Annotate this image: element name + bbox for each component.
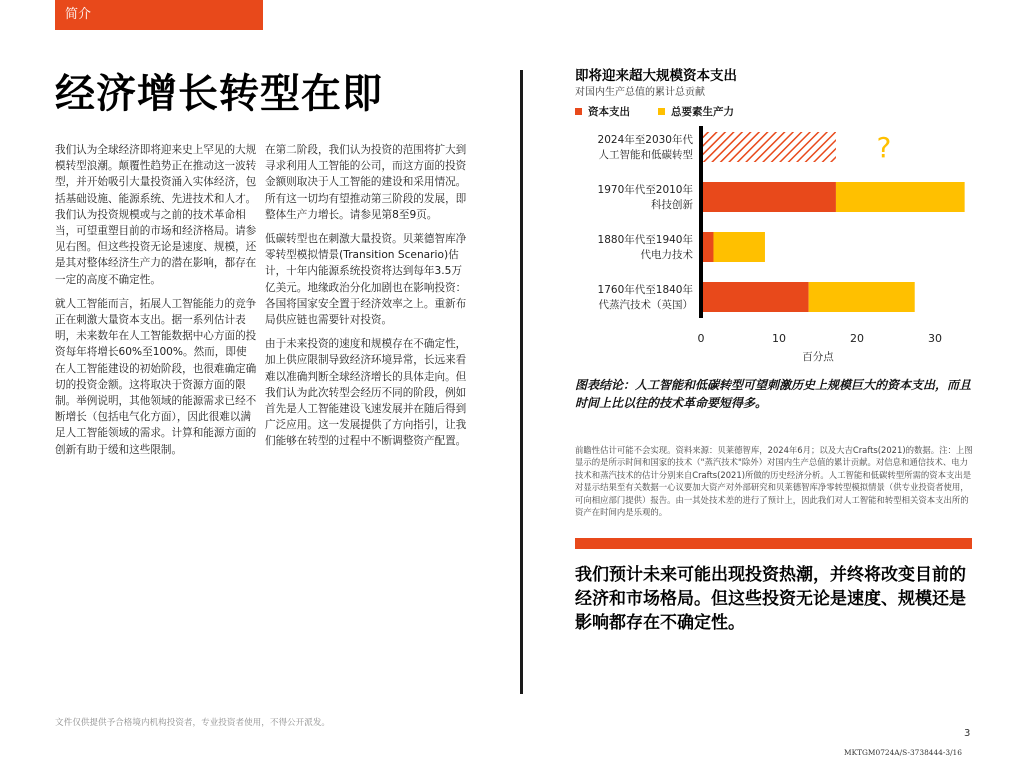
category-label: 1970年代至2010年 <box>597 184 693 196</box>
paragraph: 我们认为全球经济即将迎来史上罕见的大规模转型浪潮。颠覆性趋势正在推动这一波转型，并开始吸引大量投资涌入实体经济，包括基础设施、能源系统、先进技术和人才。我们认为投资规模或与之前的技术革命相当，可望重塑目前的市场和经济格局。请参见右图。但这些投资无论是速度、规模，还是其对整体经济生产力的潜在影响，都存在一定的高度不确定性。 <box>55 144 257 286</box>
unknown-marker: ? <box>876 131 892 164</box>
x-axis-label: 百分点 <box>802 351 834 363</box>
accent-bar <box>575 538 972 549</box>
paragraph: 低碳转型也在刺激大量投资。贝莱德智库净零转型模拟情景(Transition Scenario)估计，十年内能源系统投资将达到每年3.5万亿美元。地缘政治分化加剧也在影响投资：各国将国家安全置于经济效率之上。重新布局供应链也需要针对投资。 <box>265 233 467 327</box>
bar-projected-capex <box>701 132 836 162</box>
callout-text: 我们预计未来可能出现投资热潮，并终将改变目前的经济和市场格局。但这些投资无论是速度、规模还是影响都存在不确定性。 <box>575 565 966 633</box>
chart-footnote: 前瞻性估计可能不会实现。资料来源：贝莱德智库，2024年6月；以及大吉Crafts(2021)的数据。注：上图显示的是所示时间和国家的技术（"蒸汽技术"除外）对国内生产总值的累计贡献。对信息和通信技术、电力技术和蒸汽技术的估计分别来自Crafts(2021)所做的历史经济分析。人工智能和低碳转型所需的资本支出是对显示结果至有关数据一心议要加大资产对外部研究和贝莱德智库净零转型模拟情景（供专业投资者使用，可向相应部门提供）报告。由一其处技术差的进行了预计上，因此我们对人工智能和转型相关资本支出所的资产在时间内是乐观的。 <box>575 445 973 518</box>
text-column-1 <box>55 142 257 466</box>
document-code: MKTGM0724A/S-3738444-3/16 <box>844 748 962 757</box>
category-label: 1760年代至1840年 <box>597 284 693 296</box>
bar-capex <box>701 182 836 212</box>
bar-tfp <box>713 232 764 262</box>
x-tick-label: 30 <box>928 332 942 345</box>
category-label: 人工智能和低碳转型 <box>598 149 693 161</box>
legend-swatch-tfp <box>658 108 665 115</box>
category-label: 代电力技术 <box>640 249 693 261</box>
x-tick-label: 20 <box>850 332 864 345</box>
legend-label: 总要素生产力 <box>671 106 734 118</box>
x-tick-label: 0 <box>697 332 705 345</box>
category-label: 2024年至2030年代 <box>597 134 693 146</box>
bar-tfp <box>836 182 965 212</box>
category-label: 1880年代至1940年 <box>597 234 693 246</box>
page-title: 经济增长转型在即 <box>55 71 383 117</box>
legend-swatch-capex <box>575 108 582 115</box>
disclaimer: 文件仅供提供予合格境内机构投资者，专业投资者使用，不得公开派发。 <box>55 718 331 728</box>
conclusion-label: 图表结论： <box>575 378 636 392</box>
paragraph: 在第二阶段，我们认为投资的范围将扩大到寻求利用人工智能的公司，而这方面的投资金额则取决于人工智能的建设和采用情况。所有这一切均有望推动第三阶段的发展，即整体生产力增长。请参见第8至9页。 <box>265 144 467 221</box>
chart-subtitle: 对国内生产总值的累计总贡献 <box>575 87 705 98</box>
legend-label: 资本支出 <box>588 106 630 118</box>
legend-item-capex <box>575 104 630 119</box>
chart-title: 即将迎来超大规模资本支出 <box>575 68 737 84</box>
bar-capex <box>701 282 809 312</box>
paragraph: 就人工智能而言，拓展人工智能能力的竞争正在刺激大量资本支出。据一系列估计表明，未来数年在人工智能数据中心方面的投资每年将增长60%至100%。然而，即使在人工智能建设的初始阶段，也很难确定确切的投资金额。这将取决于资源方面的限制。举例说明，其他领域的能源需求已经不断增长（包括电气化方面），因此很难以满足人工智能领域的需求。计算和能源方面的创新有助于缓和这些限制。 <box>55 297 257 456</box>
vertical-divider <box>520 70 523 694</box>
conclusion-text: 人工智能和低碳转型可望刺激历史上规模巨大的资本支出，而且时间上比以往的技术革命要短得多。 <box>575 378 972 410</box>
x-tick-label: 10 <box>772 332 786 345</box>
chart-conclusion <box>575 376 975 412</box>
category-label: 代蒸汽技术（英国） <box>598 299 693 311</box>
bar-chart <box>560 118 980 370</box>
section-tab: 简介 <box>55 0 263 30</box>
text-column-2 <box>265 142 468 458</box>
paragraph: 由于未来投资的速度和规模存在不确定性，加上供应限制导致经济环境异常，长远来看难以准确判断全球经济增长的具体走向。但我们认为此次转型会经历不同的阶段，例如首先是人工智能建设飞速发展并在随后得到广泛应用。这一发展提供了方向指引，让我们能够在转型的过程中不断调整资产配置。 <box>265 338 467 448</box>
chart-legend <box>575 104 734 119</box>
bar-tfp <box>809 282 915 312</box>
category-label: 科技创新 <box>651 199 693 211</box>
page-number: 3 <box>964 728 971 739</box>
legend-item-tfp <box>658 104 734 119</box>
